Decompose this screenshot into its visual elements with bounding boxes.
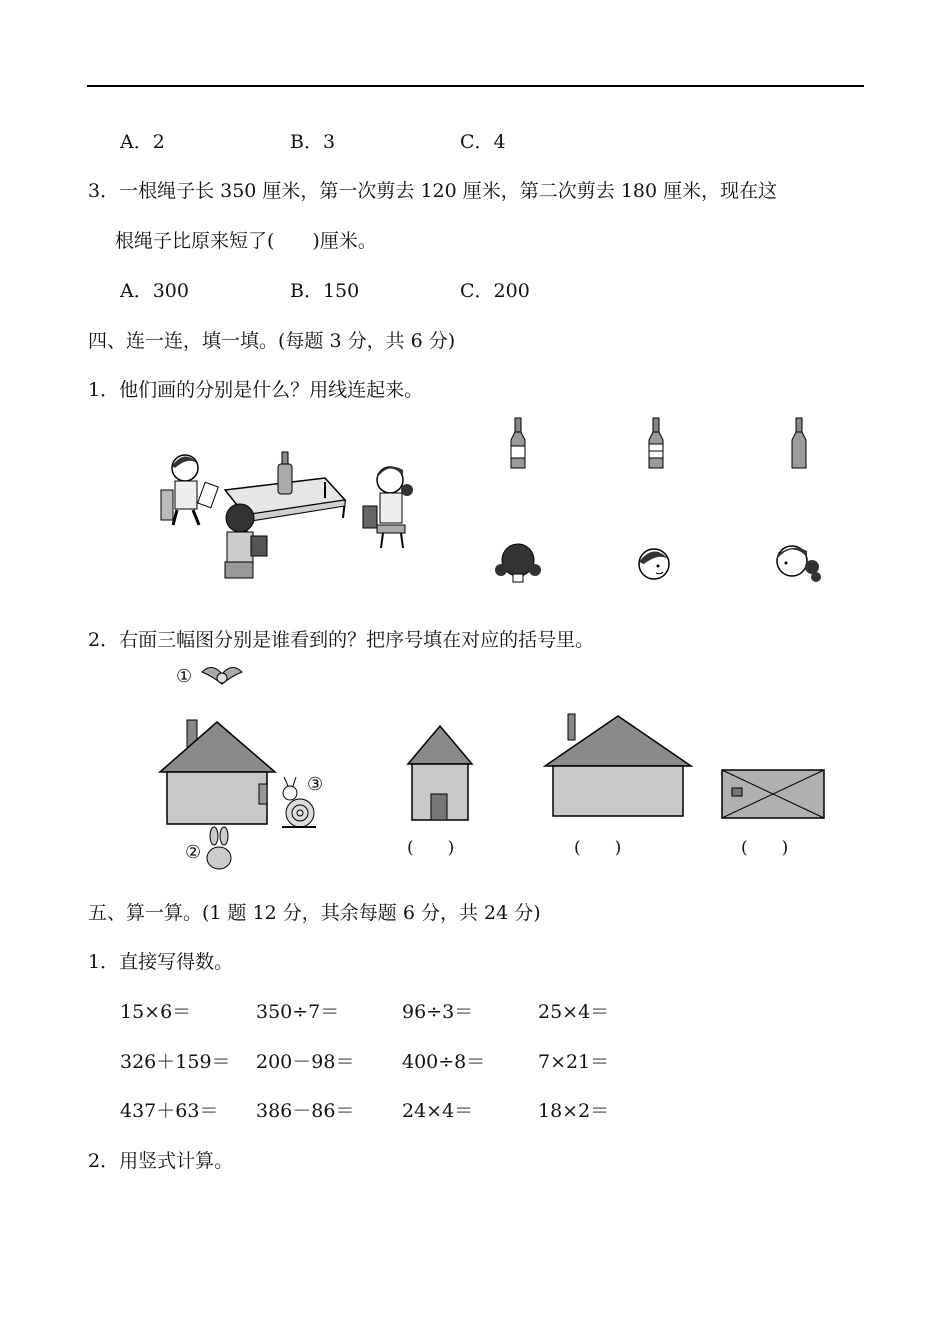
house-view-front-icon[interactable] [405,722,475,822]
bottle-view-1-icon[interactable] [508,418,528,470]
section4-heading: 四、连一连，填一填。(每题 3 分，共 6 分) [88,330,456,352]
q3-option-b[interactable]: B．150 [290,280,360,302]
boy-head-icon[interactable] [634,542,674,586]
option-a[interactable]: A．2 [120,131,165,153]
section5-q2: 2．用竖式计算。 [88,1150,234,1172]
bottle-view-3-icon[interactable] [789,418,809,470]
answer-blank-1[interactable]: ( ) [407,838,455,858]
drawing-scene-illustration [155,440,435,590]
rabbit-icon [204,828,234,870]
calc-item: 96÷3＝ [402,1001,474,1023]
girl-side-head-icon[interactable] [770,537,824,585]
house-view-top-icon[interactable] [720,768,826,820]
calc-item: 200－98＝ [256,1051,355,1073]
q3-line1: 3．一根绳子长 350 厘米，第一次剪去 120 厘米，第二次剪去 180 厘米，现在这 [88,180,778,202]
calc-item: 7×21＝ [538,1051,610,1073]
q3-line2: 根绳子比原来短了( )厘米。 [115,230,377,252]
section4-q1: 1．他们画的分别是什么？用线连起来。 [88,379,424,401]
house-scene-illustration [155,712,280,832]
answer-blank-2[interactable]: ( ) [574,838,622,858]
house-view-side-icon[interactable] [543,710,693,820]
viewer-label-2: ② [185,842,202,863]
calc-item: 400÷8＝ [402,1051,486,1073]
calc-item: 350÷7＝ [256,1001,340,1023]
calc-item: 15×6＝ [120,1001,192,1023]
calc-item: 386－86＝ [256,1100,355,1122]
section5-q1: 1．直接写得数。 [88,951,234,973]
calc-item: 24×4＝ [402,1100,474,1122]
girl-back-head-icon[interactable] [495,540,541,584]
calc-item: 326＋159＝ [120,1051,231,1073]
q3-option-c[interactable]: C．200 [460,280,530,302]
viewer-label-3: ③ [307,774,324,795]
option-c[interactable]: C．4 [460,131,506,153]
bottle-view-2-icon[interactable] [646,418,666,470]
section5-heading: 五、算一算。(1 题 12 分，其余每题 6 分，共 24 分) [88,902,541,924]
header-rule [87,85,864,87]
q3-option-a[interactable]: A．300 [120,280,189,302]
calc-item: 437＋63＝ [120,1100,219,1122]
viewer-label-1: ① [176,666,193,687]
calc-item: 18×2＝ [538,1100,610,1122]
calc-item: 25×4＝ [538,1001,610,1023]
bird-icon [200,662,244,690]
section4-q2: 2．右面三幅图分别是谁看到的？把序号填在对应的括号里。 [88,629,595,651]
answer-blank-3[interactable]: ( ) [741,838,789,858]
option-b[interactable]: B．3 [290,131,336,153]
